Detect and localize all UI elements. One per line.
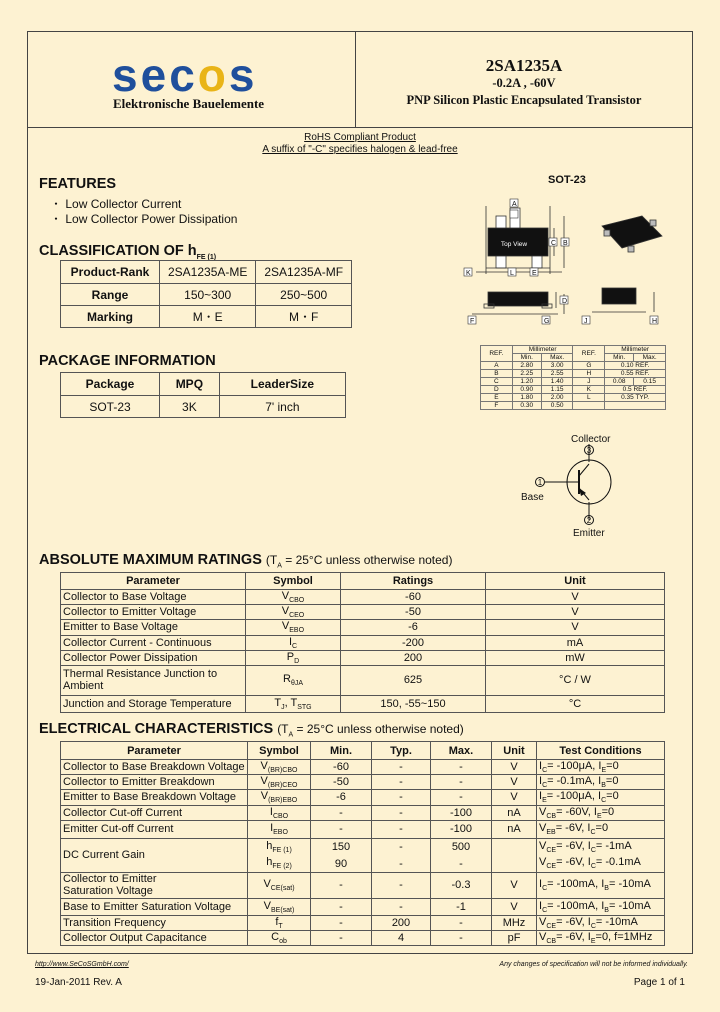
table-cell: 150	[311, 838, 372, 855]
table-cell	[492, 838, 537, 872]
table-cell: $I_{EBO}$	[248, 820, 311, 838]
part-number: 2SA1235A	[485, 56, 563, 75]
revision-date: 19-Jan-2011 Rev. A	[35, 977, 122, 988]
table-cell: Test Conditions	[537, 742, 665, 760]
table-cell	[605, 402, 666, 410]
feature-item: ・ Low Collector Current	[50, 197, 182, 211]
table-cell: Range	[61, 284, 160, 306]
table-cell: -	[372, 775, 431, 790]
table-cell: -	[372, 820, 431, 838]
table-cell: -	[372, 838, 431, 855]
table-cell: 2.55	[541, 370, 573, 378]
table-cell: 0.90	[512, 386, 541, 394]
table-cell: $h_{FE (1)}$	[248, 838, 311, 855]
table-cell: Symbol	[248, 742, 311, 760]
table-cell: -50	[341, 605, 486, 620]
part-ratings: -0.2A , -60V	[492, 76, 556, 90]
table-cell: E	[481, 394, 513, 402]
table-cell: V	[486, 590, 665, 605]
table-cell: Marking	[61, 306, 160, 328]
table-cell: V	[492, 775, 537, 790]
table-cell: Unit	[492, 742, 537, 760]
table-cell: C	[481, 378, 513, 386]
table-cell: -	[431, 915, 492, 930]
table-cell: V	[486, 620, 665, 635]
package-info-title: PACKAGE INFORMATION	[39, 353, 216, 369]
table-cell: 3.00	[541, 362, 573, 370]
top-view-label: Top View	[500, 241, 528, 248]
table-cell: 150~300	[160, 284, 256, 306]
table-cell: -100	[431, 820, 492, 838]
company-logo: secos	[112, 49, 258, 101]
table-cell: Unit	[486, 573, 665, 590]
table-cell: 150, -55~150	[341, 695, 486, 712]
table-cell: Thermal Resistance Junction to Ambient	[61, 665, 246, 695]
table-cell: $I_C= -100\mu A$, $I_E=0$	[537, 760, 665, 775]
table-cell: 0.15	[634, 378, 666, 386]
table-cell: 2.00	[541, 394, 573, 402]
table-cell: -1	[431, 898, 492, 915]
table-cell: L	[573, 394, 605, 402]
table-cell: Collector to Base Voltage	[61, 590, 246, 605]
table-cell: M・F	[256, 306, 352, 328]
table-cell: Junction and Storage Temperature	[61, 695, 246, 712]
table-cell: -	[311, 930, 372, 945]
table-cell: $P_D$	[246, 650, 341, 665]
dimension-table	[480, 345, 666, 410]
table-cell: Parameter	[61, 573, 246, 590]
table-cell: F	[481, 402, 513, 410]
table-cell: $V_{CB}= -60V$, $I_E=0$	[537, 805, 665, 820]
emitter-label: Emitter	[573, 528, 605, 539]
table-cell: 2.25	[512, 370, 541, 378]
table-cell: -6	[311, 790, 372, 805]
classification-table	[60, 260, 352, 328]
transistor-symbol	[515, 430, 635, 542]
table-cell: 1.20	[512, 378, 541, 386]
table-cell: V	[492, 898, 537, 915]
table-cell: -6	[341, 620, 486, 635]
table-cell: 0.35 TYP.	[605, 394, 666, 402]
package-table	[60, 372, 346, 418]
header-divider	[27, 127, 693, 128]
table-cell: Collector Power Dissipation	[61, 650, 246, 665]
table-cell: Collector Output Capacitance	[61, 930, 248, 945]
dim-letter: B	[563, 240, 568, 247]
table-cell: $V_{CB}= -6V$, $I_E=0$, f=1MHz	[537, 930, 665, 945]
table-cell: $V_{CBO}$	[246, 590, 341, 605]
table-cell: -	[372, 805, 431, 820]
table-cell: 90	[311, 855, 372, 872]
table-cell: A	[481, 362, 513, 370]
table-cell: nA	[492, 820, 537, 838]
table-cell: mA	[486, 635, 665, 650]
table-cell: SOT-23	[61, 396, 160, 418]
table-cell: $V_{(BR)CBO}$	[248, 760, 311, 775]
table-cell: 7' inch	[219, 396, 345, 418]
dim-letter: C	[551, 240, 557, 247]
table-cell: Min.	[605, 354, 634, 362]
table-cell: $V_{CE}= -6V$, $I_C= -0.1mA$	[537, 855, 665, 872]
table-cell: 0.30	[512, 402, 541, 410]
table-cell: Transition Frequency	[61, 915, 248, 930]
table-cell: -	[372, 872, 431, 898]
table-cell: 3K	[160, 396, 220, 418]
table-cell: 1.40	[541, 378, 573, 386]
dim-letter: D	[562, 298, 568, 305]
collector-label: Collector	[571, 434, 611, 445]
table-cell: $I_C= -0.1mA$, $I_B=0$	[537, 775, 665, 790]
table-cell: Collector Current - Continuous	[61, 635, 246, 650]
table-cell: -0.3	[431, 872, 492, 898]
classification-title: CLASSIFICATION OF $h_{FE (1)}$	[39, 243, 217, 261]
table-cell: -	[431, 790, 492, 805]
table-cell: 2SA1235A-ME	[160, 261, 256, 284]
table-cell: mW	[486, 650, 665, 665]
abs-max-table	[60, 572, 665, 713]
table-cell: 1.80	[512, 394, 541, 402]
table-cell: -	[431, 760, 492, 775]
part-description: PNP Silicon Plastic Encapsulated Transistor	[406, 93, 642, 107]
table-cell: 0.08	[605, 378, 634, 386]
table-cell: DC Current Gain	[61, 838, 248, 872]
abs-max-title: ABSOLUTE MAXIMUM RATINGS ($T_A = 25^\circ C$ unless otherwise noted)	[39, 552, 453, 570]
pin-number: 2	[586, 516, 592, 525]
table-cell: J	[573, 378, 605, 386]
table-cell: 2.80	[512, 362, 541, 370]
table-cell: 200	[372, 915, 431, 930]
table-cell: G	[573, 362, 605, 370]
table-cell: Collector to Emitter Saturation Voltage	[61, 872, 248, 898]
table-cell: Collector to Base Breakdown Voltage	[61, 760, 248, 775]
table-cell: Symbol	[246, 573, 341, 590]
table-cell: -100	[431, 805, 492, 820]
table-cell: Emitter to Base Breakdown Voltage	[61, 790, 248, 805]
table-cell: Base to Emitter Saturation Voltage	[61, 898, 248, 915]
table-cell: $f_T$	[248, 915, 311, 930]
table-cell: -	[431, 775, 492, 790]
table-cell: Collector Cut-off Current	[61, 805, 248, 820]
table-cell: -	[311, 915, 372, 930]
pin-number: 3	[586, 446, 592, 455]
base-label: Base	[521, 492, 544, 503]
table-cell: $V_{CE}= -6V$, $I_C= -10mA$	[537, 915, 665, 930]
feature-item: ・ Low Collector Power Dissipation	[50, 212, 238, 226]
table-cell: Min.	[311, 742, 372, 760]
table-cell: Emitter to Base Voltage	[61, 620, 246, 635]
table-cell: $V_{EBO}$	[246, 620, 341, 635]
table-cell: 1.15	[541, 386, 573, 394]
table-cell: V	[492, 872, 537, 898]
table-cell: M・E	[160, 306, 256, 328]
table-cell: Max.	[634, 354, 666, 362]
table-cell: Product-Rank	[61, 261, 160, 284]
table-cell: Collector to Emitter Voltage	[61, 605, 246, 620]
table-cell: REF.	[481, 346, 513, 362]
table-cell: Package	[61, 373, 160, 396]
dim-letter: J	[584, 318, 588, 325]
table-cell: $h_{FE (2)}$	[248, 855, 311, 872]
table-cell: 0.10 REF.	[605, 362, 666, 370]
table-cell: $I_C= -100mA$, $I_B= -10mA$	[537, 898, 665, 915]
table-cell: 625	[341, 665, 486, 695]
table-cell: REF.	[573, 346, 605, 362]
table-cell: 0.5 REF.	[605, 386, 666, 394]
table-cell: $V_{BE(sat)}$	[248, 898, 311, 915]
table-cell: -	[311, 872, 372, 898]
table-cell: -	[431, 855, 492, 872]
table-cell: MHz	[492, 915, 537, 930]
table-cell: V	[492, 760, 537, 775]
package-outline-diagram	[462, 196, 684, 334]
table-cell: Millimeter	[512, 346, 573, 354]
table-cell: Ratings	[341, 573, 486, 590]
table-cell: 500	[431, 838, 492, 855]
dim-letter: A	[512, 201, 517, 208]
dim-letter: F	[470, 318, 475, 325]
table-cell: $V_{CE}= -6V$, $I_C= -1mA$	[537, 838, 665, 855]
table-cell: 200	[341, 650, 486, 665]
dim-letter: G	[544, 318, 550, 325]
table-cell: -60	[311, 760, 372, 775]
package-diagram-title: SOT-23	[548, 174, 586, 186]
table-cell: -60	[341, 590, 486, 605]
electrical-title: ELECTRICAL CHARACTERISTICS ($T_A = 25^\circ C$ unless otherwise noted)	[39, 721, 464, 739]
table-cell: -	[372, 760, 431, 775]
table-cell: $V_{(BR)CEO}$	[248, 775, 311, 790]
table-cell: $V_{CE(sat)}$	[248, 872, 311, 898]
table-cell: $I_C= -100mA$, $I_B= -10mA$	[537, 872, 665, 898]
table-cell: pF	[492, 930, 537, 945]
website-link[interactable]: http://www.SeCoSGmbH.com/	[35, 961, 129, 968]
rohs-line-2: A suffix of "-C" specifies halogen & lead-free	[262, 144, 458, 155]
rohs-line-1: RoHS Compliant Product	[304, 132, 416, 143]
table-cell: H	[573, 370, 605, 378]
table-cell: -50	[311, 775, 372, 790]
table-cell: Max.	[541, 354, 573, 362]
table-cell: $I_C$	[246, 635, 341, 650]
change-notice: Any changes of specification will not be informed individually.	[499, 961, 688, 968]
table-cell: V	[486, 605, 665, 620]
dim-letter: K	[466, 270, 471, 277]
table-cell: $T_J$, $T_{STG}$	[246, 695, 341, 712]
table-cell: 4	[372, 930, 431, 945]
table-cell: Millimeter	[605, 346, 666, 354]
table-cell: D	[481, 386, 513, 394]
table-cell: °C / W	[486, 665, 665, 695]
table-cell: $V_{EB}= -6V$, $I_C=0$	[537, 820, 665, 838]
table-cell: LeaderSize	[219, 373, 345, 396]
table-cell: $V_{CEO}$	[246, 605, 341, 620]
table-cell: Typ.	[372, 742, 431, 760]
table-cell: 0.50	[541, 402, 573, 410]
table-cell: $C_{ob}$	[248, 930, 311, 945]
table-cell: -	[372, 855, 431, 872]
table-cell: K	[573, 386, 605, 394]
page-number: Page 1 of 1	[633, 977, 685, 988]
table-cell	[573, 402, 605, 410]
table-cell: Min.	[512, 354, 541, 362]
table-cell: -	[311, 820, 372, 838]
table-cell: V	[492, 790, 537, 805]
table-cell: 250~500	[256, 284, 352, 306]
features-title: FEATURES	[39, 176, 117, 192]
table-cell: -	[431, 930, 492, 945]
dim-letter: H	[652, 318, 658, 325]
table-cell: Parameter	[61, 742, 248, 760]
table-cell: $I_E= -100\mu A$, $I_C=0$	[537, 790, 665, 805]
table-cell: $R_{\theta JA}$	[246, 665, 341, 695]
table-cell: B	[481, 370, 513, 378]
dim-letter: L	[510, 270, 514, 277]
table-cell: -200	[341, 635, 486, 650]
table-cell: °C	[486, 695, 665, 712]
table-cell: Emitter Cut-off Current	[61, 820, 248, 838]
dim-letter: E	[532, 270, 537, 277]
table-cell: MPQ	[160, 373, 220, 396]
table-cell: nA	[492, 805, 537, 820]
table-cell: Max.	[431, 742, 492, 760]
table-cell: -	[311, 898, 372, 915]
table-cell: 0.55 REF.	[605, 370, 666, 378]
electrical-table	[60, 741, 665, 946]
table-cell: 2SA1235A-MF	[256, 261, 352, 284]
pin-number: 1	[537, 478, 543, 487]
table-cell: -	[372, 790, 431, 805]
table-cell: -	[372, 898, 431, 915]
company-tagline: Elektronische Bauelemente	[113, 96, 265, 111]
table-cell: $I_{CBO}$	[248, 805, 311, 820]
table-cell: -	[311, 805, 372, 820]
table-cell: Collector to Emitter Breakdown	[61, 775, 248, 790]
table-cell: $V_{(BR)EBO}$	[248, 790, 311, 805]
